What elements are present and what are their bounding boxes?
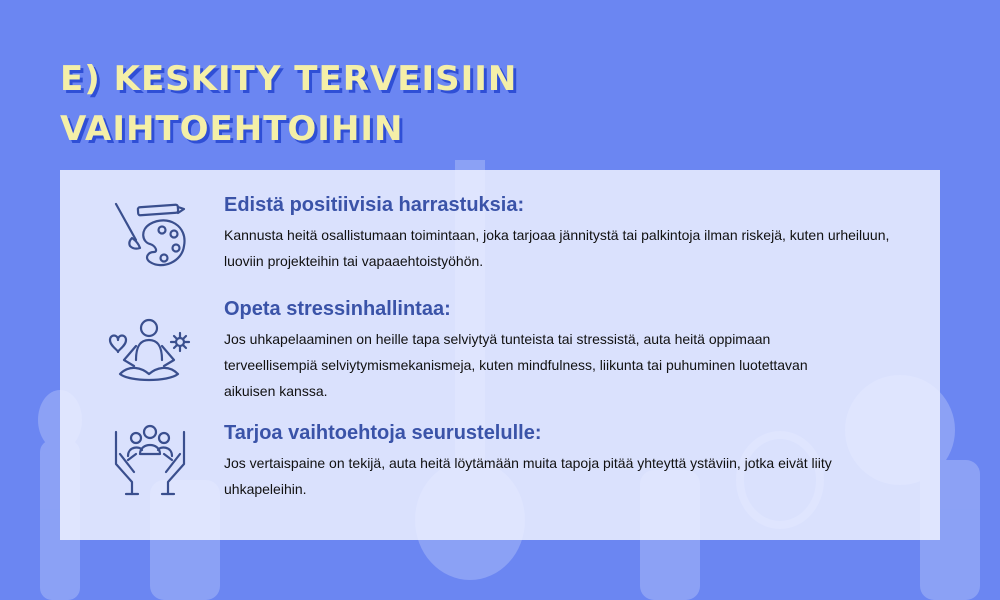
hobbies-text: Kannusta heitä osallistumaan toimintaan, joka tarjoaa jännitystä tai palkintoja ilman riskejä, kuten urheiluun, luoviin projekteihin tai vapaaehtoistyöhön. bbox=[224, 227, 890, 269]
page-title bbox=[60, 54, 517, 154]
social-heading: Tarjoa vaihtoehtoja seurustelulle: bbox=[224, 422, 542, 444]
stress-section bbox=[224, 296, 844, 404]
hobbies-heading: Edistä positiivisia harrastuksia: bbox=[224, 194, 525, 216]
stress-heading: Opeta stressinhallintaa: bbox=[224, 298, 451, 320]
hobbies-section bbox=[224, 192, 904, 274]
title-line-2: VAIHTOEHTOIHIN bbox=[60, 109, 404, 149]
content-card bbox=[60, 170, 940, 540]
social-text: Jos vertaispaine on tekijä, auta heitä löytämään muita tapoja pitää yhteyttä ystäviin, jotka eivät liity uhkapeleihin. bbox=[224, 455, 832, 497]
social-section bbox=[224, 420, 844, 502]
title-line-1: E) KESKITY TERVEISIIN bbox=[60, 59, 518, 99]
meditation-icon bbox=[106, 316, 192, 388]
group-support-icon bbox=[110, 424, 190, 496]
stress-text: Jos uhkapelaaminen on heille tapa selviytyä tunteista tai stressistä, auta heitä oppimaan terveellisempiä selviytymismekanismeja, kuten mindfulness, liikunta tai puhuminen luotettavan aikuisen kanssa. bbox=[224, 331, 808, 399]
art-palette-icon bbox=[110, 200, 190, 272]
